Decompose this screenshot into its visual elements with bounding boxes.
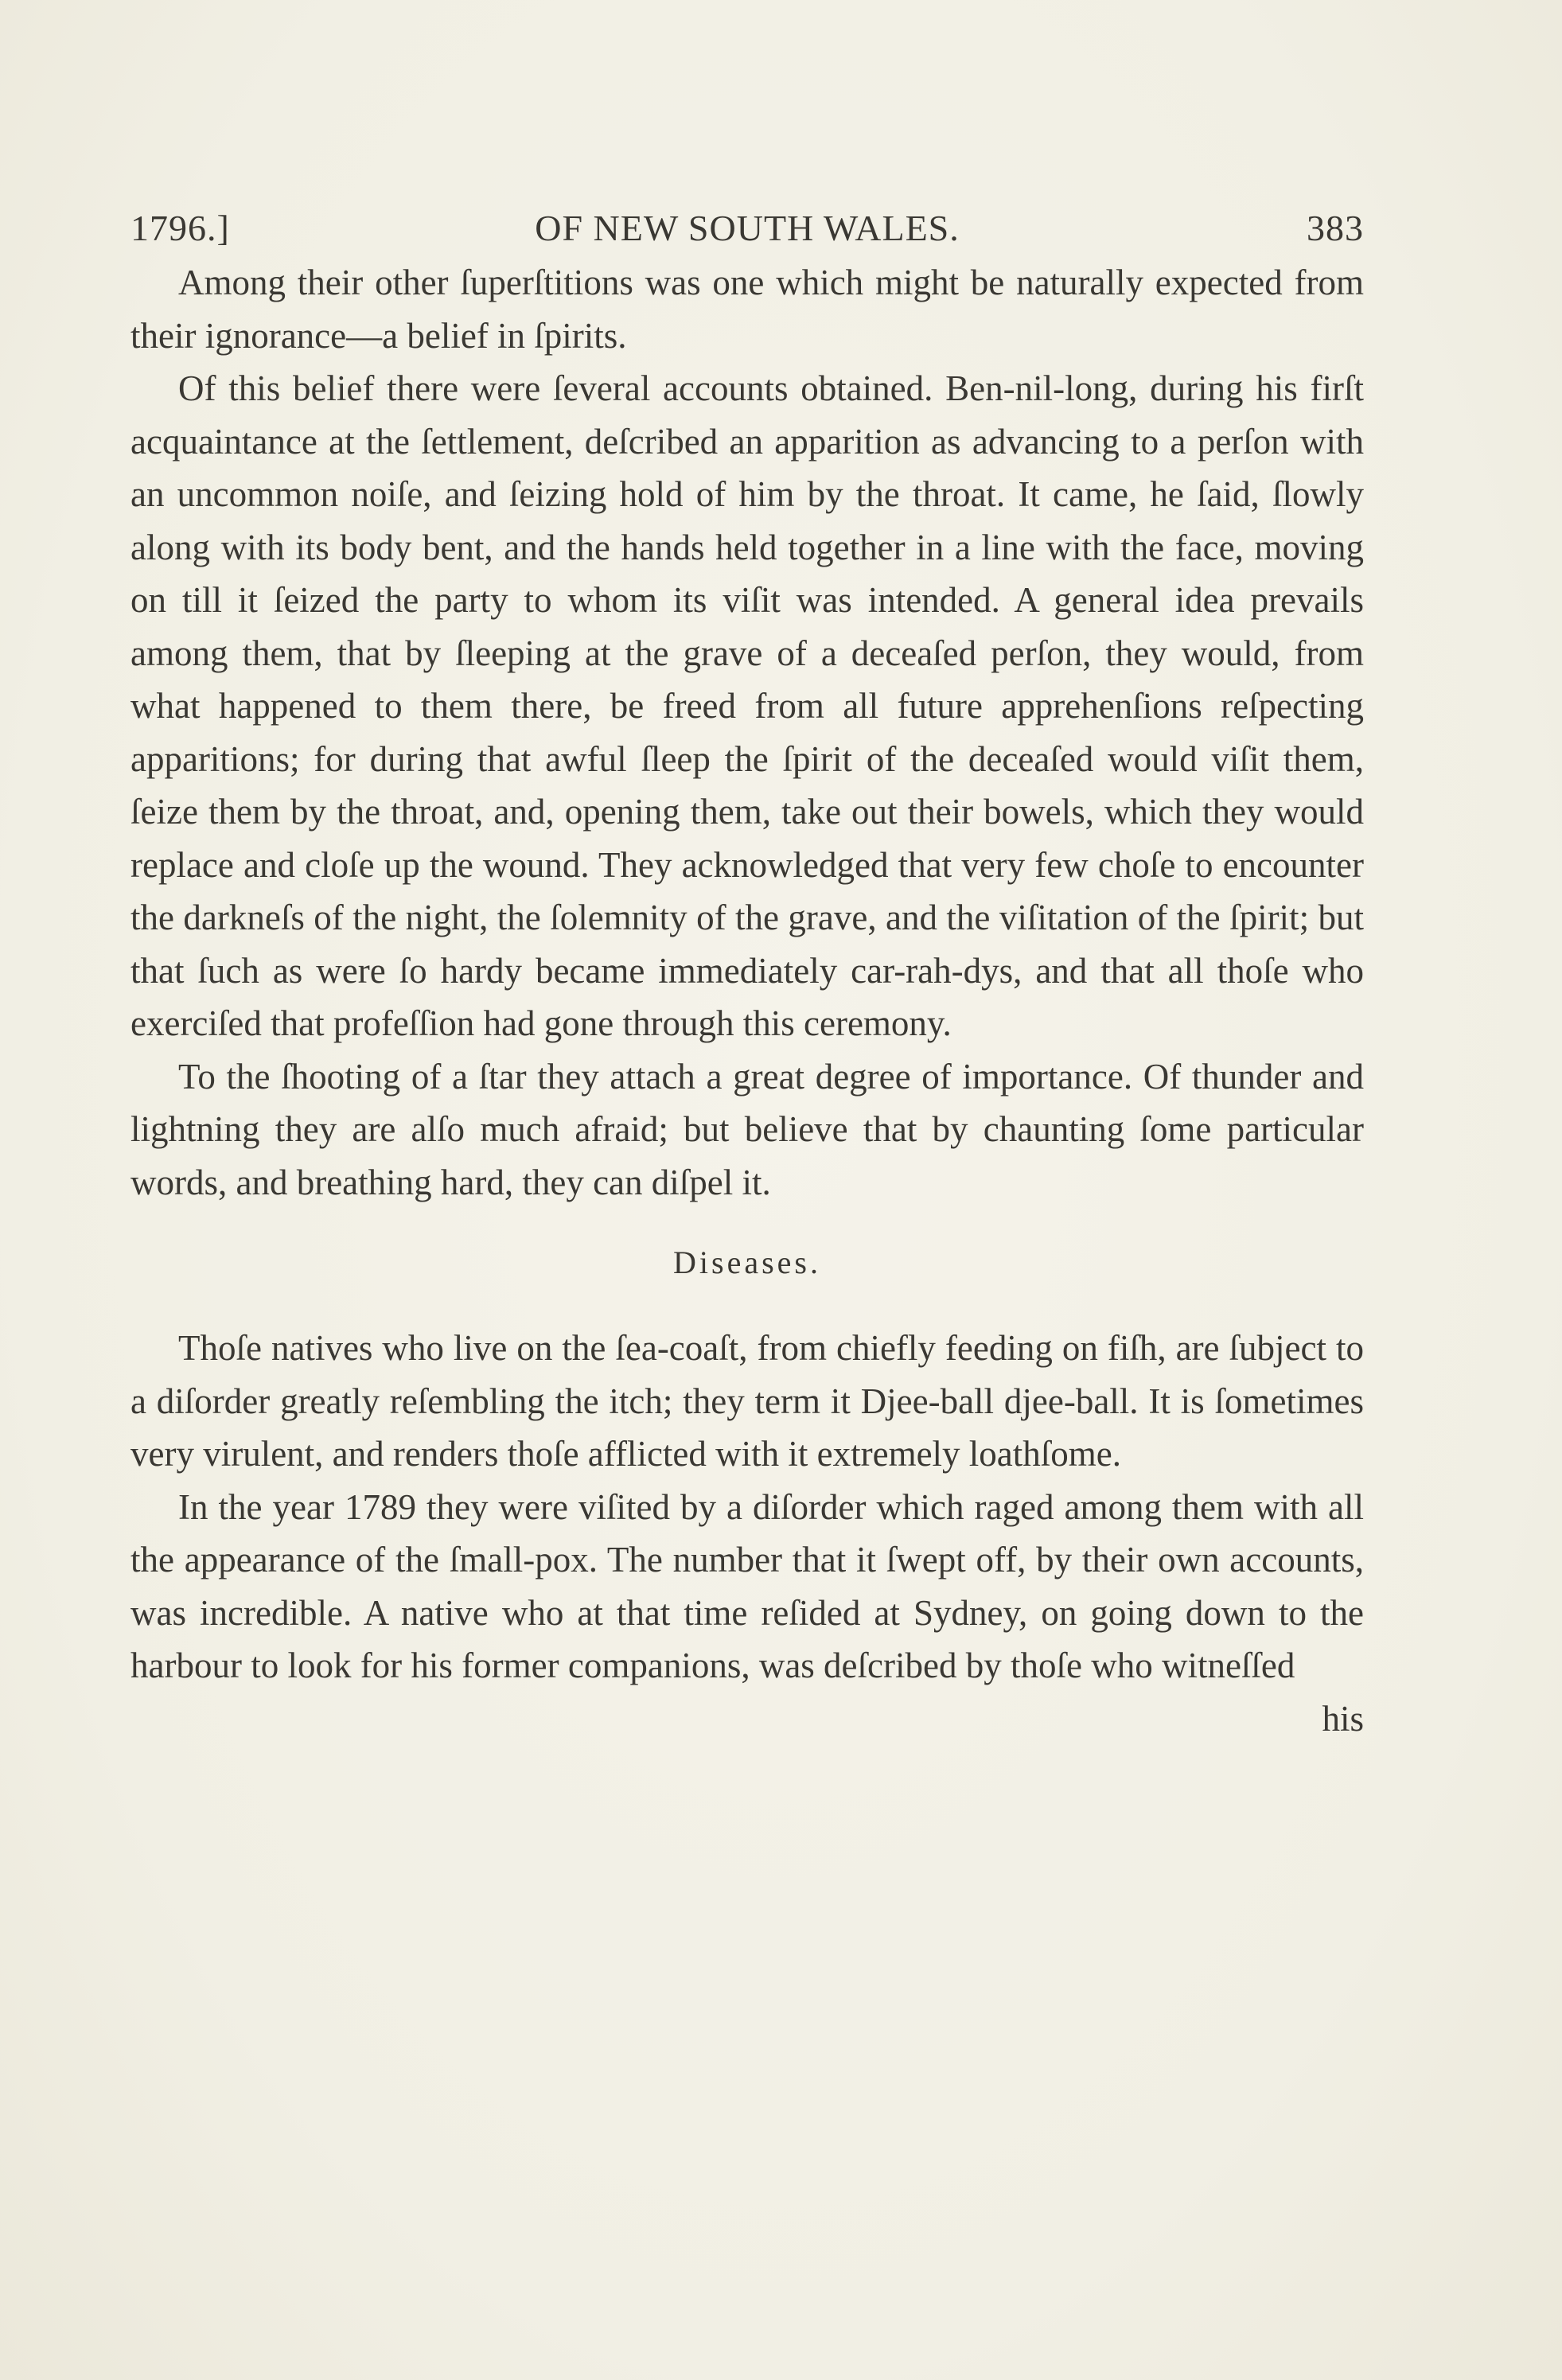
page-number: 383 bbox=[1307, 208, 1364, 248]
page-content bbox=[130, 201, 1364, 1745]
running-head-year: 1796.] bbox=[130, 208, 230, 248]
paragraph-shooting-star: To the ſhooting of a ſtar they attach a great degree of importance. Of thunder and lightning they are alſo much afraid; but believe that by chaunting ſome particular words, and breathing hard, they can diſpel it. bbox=[130, 1056, 1364, 1202]
paragraph-djee-ball: Thoſe natives who live on the ſea-coaſt, from chiefly feeding on fiſh, are ſubject to a diſorder greatly reſembling the itch; they term it Djee-ball djee-ball. It is ſometimes very virulent, and renders thoſe afflicted with it extremely loathſome. bbox=[130, 1328, 1364, 1474]
running-head-title: OF NEW SOUTH WALES. bbox=[535, 208, 960, 248]
paragraph-small-pox: In the year 1789 they were viſited by a diſorder which raged among them with all the appearance of the ſmall-pox. The number that it ſwept off, by their own accounts, was incredible. A native who at that time reſided at Sydney, on going down to the harbour to look for his former companions, was deſcribed by thoſe who witneſſed bbox=[130, 1486, 1364, 1685]
catchword: his bbox=[1322, 1698, 1364, 1739]
paragraph-superstitions: Among their other ſuperſtitions was one which might be naturally expected from their ignorance—a belief in ſpirits. bbox=[130, 263, 1364, 356]
running-head bbox=[130, 201, 1364, 256]
paragraph-spirits: Of this belief there were ſeveral accounts obtained. Ben-nil-long, during his firſt acquaintance at the ſettlement, deſcribed an apparition as advancing to a perſon with an uncommon noiſe, and ſeizing hold of him by the throat. It came, he ſaid, ſlowly along with its body bent, and the hands held together in a line with the face, moving on till it ſeized the party to whom its viſit was intended. A general idea prevails among them, that by ſleeping at the grave of a deceaſed perſon, they would, from what happened to them there, be freed from all future apprehenſions reſpecting apparitions; for during that awful ſleep the ſpirit of the deceaſed would viſit them, ſeize them by the throat, and, opening them, take out their bowels, which they would replace and cloſe up the wound. They acknowledged that very few choſe to encounter the darkneſs of the night, the ſolemnity of the grave, and the viſitation of the ſpirit; but that ſuch as were ſo hardy became immediately car-rah-dys, and that all thoſe who exerciſed that profeſſion had gone through this ceremony. bbox=[130, 368, 1364, 1043]
section-heading: Diseases. bbox=[673, 1245, 821, 1280]
